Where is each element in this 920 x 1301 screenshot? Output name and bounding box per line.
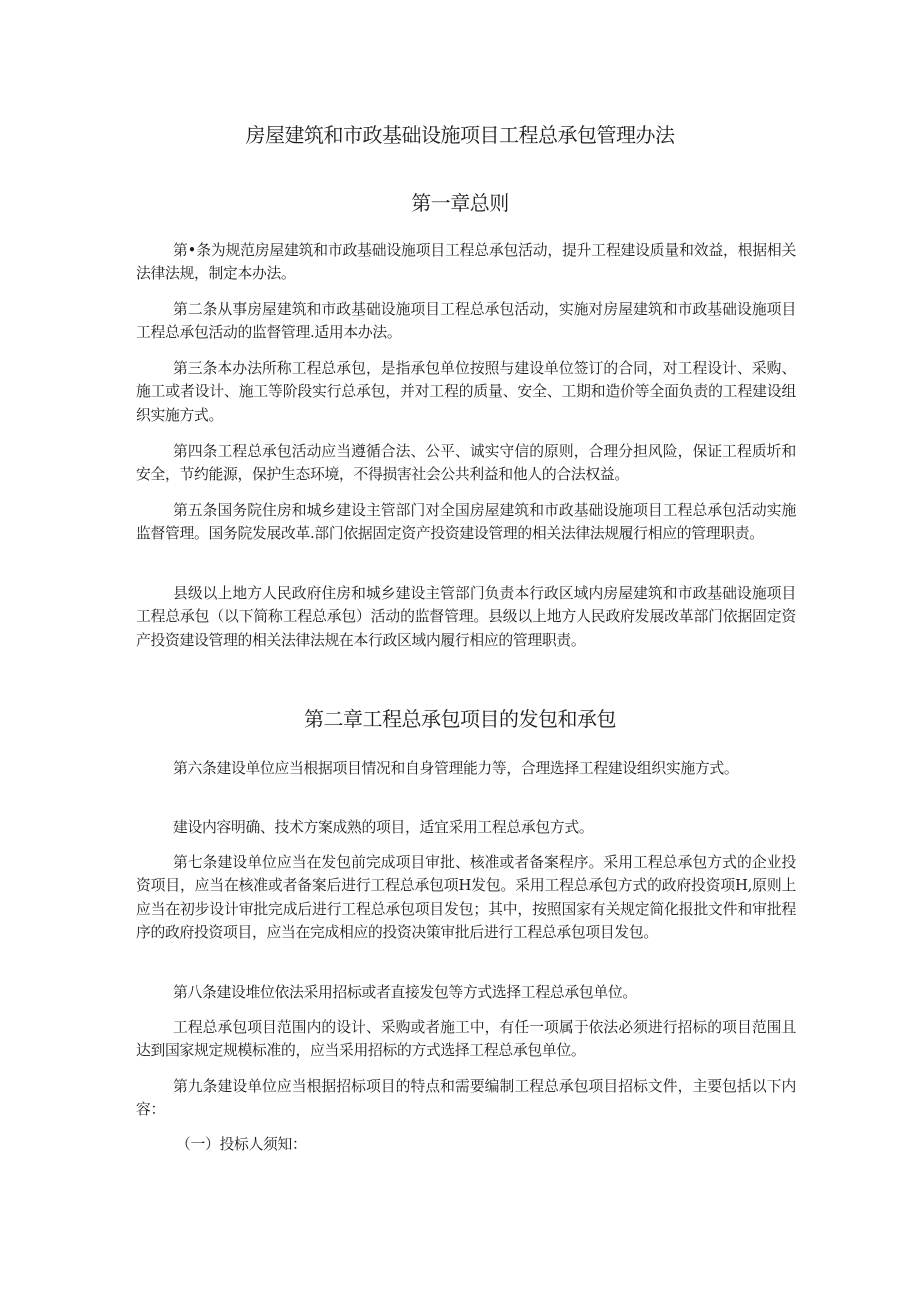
article-4: 第四条工程总承包活动应当遵循合法、公平、诚实守信的原则，合理分担风险，保证工程质圻和安全，节约能源，保护生态环境，不得损害社会公共利益和他人的合法权益。: [136, 443, 796, 484]
article-6: 第六条建设单位应当根据项目情况和自身管理能力等，合理选择工程建设组织实施方式。: [173, 760, 739, 777]
article-5: 第五条国务院住房和城乡建设主管部门对全国房屋建筑和市政基础设施项目工程总承包活动实施监督管理。国务院发展改革.部门依据固定资产投资建设管理的相关法律法规履行相应的管理职责。: [136, 502, 796, 543]
article-2: 第二条从事房屋建筑和市政基础设施项目工程总承包活动，实施对房屋建筑和市政基础设施项目工程总承包活动的监督管理.适用本办法。: [136, 301, 796, 342]
list-item: （一）投标人须知：: [176, 1136, 307, 1153]
chapter-1-heading: 第一章总则: [411, 191, 509, 215]
article-5-continued: 县级以上地方人民政府住房和城乡建设主管部门负责本行政区域内房屋建筑和市政基础设施项目工程总承包（以下简称工程总承包）活动的监督管理。县级以上地方人民政府发展改革部门依据固定资产投资建设管理的相关法律法规在本行政区域内履行相应的管理职责。: [136, 585, 796, 649]
document-title: 房屋建筑和市政基础设施项目工程总承包管理办法: [245, 123, 675, 147]
article-8: 第八条建设堆位依法采用招标或者直接发包等方式选择工程总承包单位。: [173, 984, 637, 1001]
article-3: 第三条本办法所称工程总承包，是指承包单位按照与建设单位签订的合同，对工程设计、采购、施工或者设计、施工等阶段实行总承包，并对工程的质量、安全、工期和造价等全面负责的工程建设组织实施方式。: [136, 360, 796, 424]
article-7: 第七条建设单位应当在发包前完成项目审批、核准或者备案程序。采用工程总承包方式的企业投资项目，应当在核准或者备案后进行工程总承包项H发包。采用工程总承包方式的政府投资项H,原则上应当在初步设计审批完成后进行工程总承包项目发包；其中，按照国家有关规定简化报批文件和审批程序的政府投资项目，应当在完成相应的投资决策审批后进行工程总承包项目发包。: [136, 854, 796, 941]
article-1: 第•条为规范房屋建筑和市政基础设施项目工程总承包活动，提升工程建设质量和效益，根据相关法律法规，制定本办法。: [136, 242, 796, 283]
article-8-continued: 工程总承包项目范围内的设计、采购或者施工中，有任一项属于依法必须进行招标的项目范围且达到国家规定规模标准的，应当采用招标的方式选择工程总承包单位。: [136, 1019, 796, 1060]
chapter-2-heading: 第二章工程总承包项目的发包和承包: [304, 707, 616, 731]
article-9: 第九条建设单位应当根据招标项目的特点和需要编制工程总承包项目招标文件，主要包括以下内容：: [136, 1078, 796, 1119]
article-6-continued: 建设内容明确、技术方案成熟的项目，适宜采用工程总承包方式。: [173, 819, 594, 836]
